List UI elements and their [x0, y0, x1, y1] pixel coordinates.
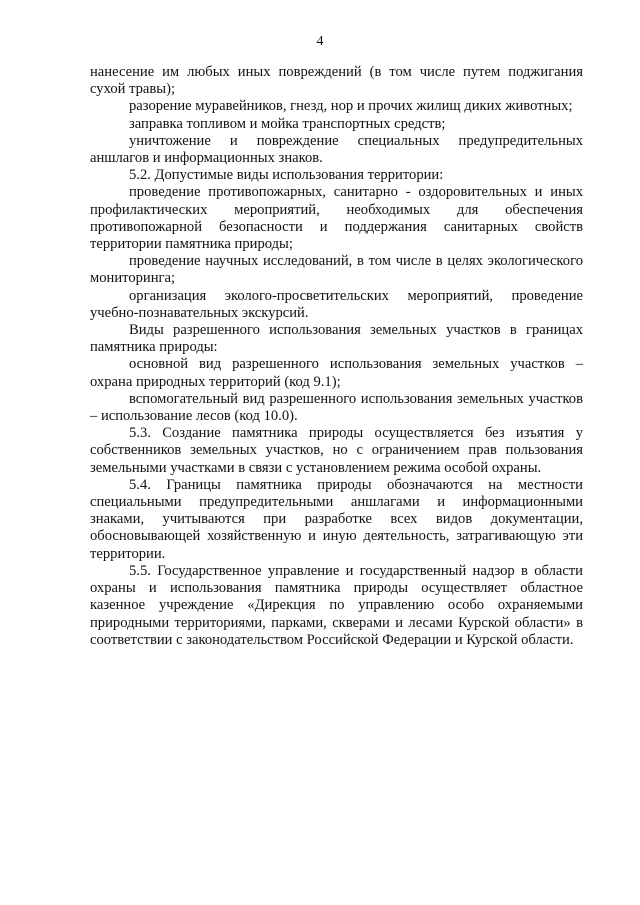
paragraph-refueling: заправка топливом и мойка транспортных средств;	[129, 115, 446, 132]
paragraph-education: организация эколого-просветительских мероприятий, проведение учебно-познавательных экскурсий.	[90, 287, 583, 321]
paragraph-fire-prevention: проведение противопожарных, санитарно - оздоровительных и иных профилактических мероприятий, необходимых для обеспечения противопожарной безопасности и поддержания санитарных свойств территории памятника природы;	[90, 184, 583, 253]
paragraph-research: проведение научных исследований, в том числе в целях экологического мониторинга;	[90, 253, 583, 287]
section-5-4: 5.4. Границы памятника природы обозначаются на местности специальными предупредительными аншлагами и информационными знаками, учитываются при разработке всех видов документации, обосновывающей хозяйственную и иную деятельность, затрагивающую эти территории.	[90, 476, 583, 562]
section-5-2-heading: 5.2. Допустимые виды использования территории:	[129, 167, 444, 184]
section-5-5: 5.5. Государственное управление и государственный надзор в области охраны и использования памятника природы осуществляет областное казенное учреждение «Дирекция по управлению особо охраняемыми природными территориями, парками, скверами и лесами Курской области» в соответствии с законодательством Российской Федерации и Курской области.	[90, 562, 583, 648]
paragraph-signs-damage: уничтожение и повреждение специальных предупредительных аншлагов и информационных знаков.	[90, 132, 583, 167]
document-body	[90, 64, 583, 649]
paragraph-land-use-types: Виды разрешенного использования земельных участков в границах памятника природы:	[90, 322, 583, 356]
paragraph-main-use: основной вид разрешенного использования земельных участков – охрана природных территорий (код 9.1);	[90, 356, 583, 390]
paragraph-animal-dwellings: разорение муравейников, гнезд, нор и прочих жилищ диких животных;	[129, 98, 573, 115]
paragraph-auxiliary-use: вспомогательный вид разрешенного использования земельных участков – использование лесов (код 10.0).	[90, 390, 583, 425]
page-number: 4	[316, 34, 324, 49]
paragraph-damage-continuation: нанесение им любых иных повреждений (в том числе путем поджигания сухой травы);	[90, 64, 583, 98]
section-5-3: 5.3. Создание памятника природы осуществляется без изъятия у собственников земельных участков, но с ограничением прав пользования земельными участками в связи с установлением режима особой охраны.	[90, 425, 583, 476]
